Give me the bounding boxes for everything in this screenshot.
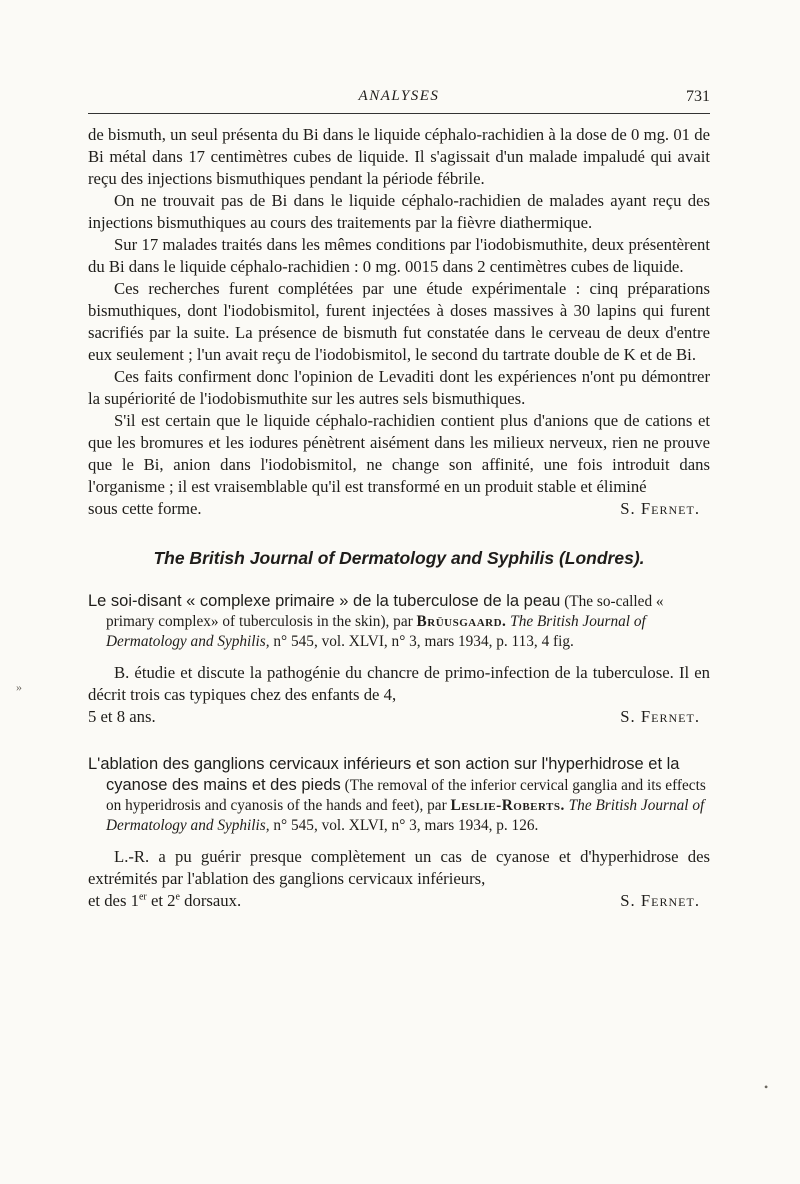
article-author: Brüusgaard. bbox=[416, 613, 507, 630]
margin-mark: • bbox=[764, 1080, 769, 1094]
margin-mark: » bbox=[16, 680, 22, 694]
text: et des 1 bbox=[88, 891, 139, 910]
journal-title: The British Journal of Dermatology and Syphilis bbox=[153, 548, 555, 568]
signature-line bbox=[88, 706, 710, 728]
paragraph-end: sous cette forme. bbox=[88, 499, 202, 518]
signature: S. Fernet. bbox=[620, 499, 700, 518]
paragraph: On ne trouvait pas de Bi dans le liquide céphalo-rachidien de malades ayant reçu des injections bismuthiques au cours des traitements par la fièvre diathermique. bbox=[88, 191, 710, 232]
paragraph: S'il est certain que le liquide céphalo-rachidien contient plus d'anions que de cations et que les bromures et les iodures pénètrent aisément dans les milieux nerveux, rien ne prouve que le Bi, anion dans l'iodobismitol, ne change son affinité, une fois introduit dans l'organisme ; il est vraisemblable qu'il est transformé en un produit stable et éliminé bbox=[88, 411, 710, 496]
paragraph: L.-R. a pu guérir presque complètement un cas de cyanose et d'hyperhidrose des extrémités par l'ablation des ganglions cervicaux inférieurs, bbox=[88, 847, 710, 888]
paren-open: ( bbox=[554, 548, 565, 568]
article-heading bbox=[88, 754, 710, 836]
text: et 2 bbox=[146, 891, 176, 910]
paragraph-end bbox=[88, 890, 241, 912]
journal-city: Londres bbox=[564, 548, 634, 568]
page bbox=[88, 88, 710, 912]
article-heading bbox=[88, 591, 710, 652]
signature-line bbox=[88, 498, 710, 520]
article-citation: n° 545, vol. XLVI, n° 3, mars 1934, p. 126. bbox=[269, 817, 539, 834]
header-rule bbox=[88, 113, 710, 114]
paragraph: de bismuth, un seul présenta du Bi dans le liquide céphalo-rachidien à la dose de 0 mg. 01 de Bi métal dans 17 centimètres cubes de liquide. Il s'agissait d'un malade impaludé qui avait reçu des injections bismuthiques pendant la période fébrile. bbox=[88, 125, 710, 188]
spacer bbox=[88, 728, 710, 754]
article-citation: n° 545, vol. XLVI, n° 3, mars 1934, p. 113, 4 fig. bbox=[269, 633, 574, 650]
paragraph-end: 5 et 8 ans. bbox=[88, 707, 156, 726]
article-author: Leslie-Roberts. bbox=[450, 797, 565, 814]
paren-close: ). bbox=[633, 548, 645, 568]
article-title-fr: L'ablation des ganglions cervicaux inférieurs et son action sur l'hyperhidrose et la cyanose des mains et des pieds bbox=[88, 755, 680, 794]
paragraph: Ces faits confirment donc l'opinion de Levaditi dont les expériences n'ont pu démontrer la supériorité de l'iodobismuthite sur les autres sels bismuthiques. bbox=[88, 367, 710, 408]
article-journal: The British Journal of Dermatology and Syphilis, bbox=[106, 797, 705, 834]
running-head bbox=[88, 88, 710, 110]
journal-heading bbox=[88, 548, 710, 569]
article-title-en: (The so-called « primary complex» of tuberculosis in the skin), par bbox=[106, 593, 664, 630]
signature: S. Fernet. bbox=[620, 891, 700, 910]
article-title-en: (The removal of the inferior cervical ganglia and its effects on hyperidrosis and cyanosis of the hands and feet), par bbox=[106, 777, 706, 814]
paragraph: B. étudie et discute la pathogénie du chancre de primo-infection de la tuberculose. Il en décrit trois cas typiques chez des enfants de 4, bbox=[88, 663, 710, 704]
article-journal: The British Journal of Dermatology and Syphilis, bbox=[106, 613, 646, 650]
superscript: er bbox=[138, 891, 147, 903]
running-title: ANALYSES bbox=[358, 88, 440, 104]
page-number: 731 bbox=[686, 88, 710, 105]
signature-line bbox=[88, 890, 710, 912]
superscript: e bbox=[175, 891, 180, 903]
paragraph: Sur 17 malades traités dans les mêmes conditions par l'iodobismuthite, deux présentèrent du Bi dans le liquide céphalo-rachidien : 0 mg. 0015 dans 2 centimètres cubes de liquide. bbox=[88, 235, 710, 276]
paragraph: Ces recherches furent complétées par une étude expérimentale : cinq préparations bismuthiques, dont l'iodobismitol, furent injectées à doses massives à 30 lapins qui furent sacrifiés par la suite. La présence de bismuth fut constatée dans le cerveau de deux d'entre eux seulement ; l'un avait reçu de l'iodobismitol, le second du tartrate double de K et de Bi. bbox=[88, 279, 710, 364]
text: dorsaux. bbox=[179, 891, 242, 910]
signature: S. Fernet. bbox=[620, 707, 700, 726]
article-title-fr: Le soi-disant « complexe primaire » de la tuberculose de la peau bbox=[88, 592, 561, 610]
